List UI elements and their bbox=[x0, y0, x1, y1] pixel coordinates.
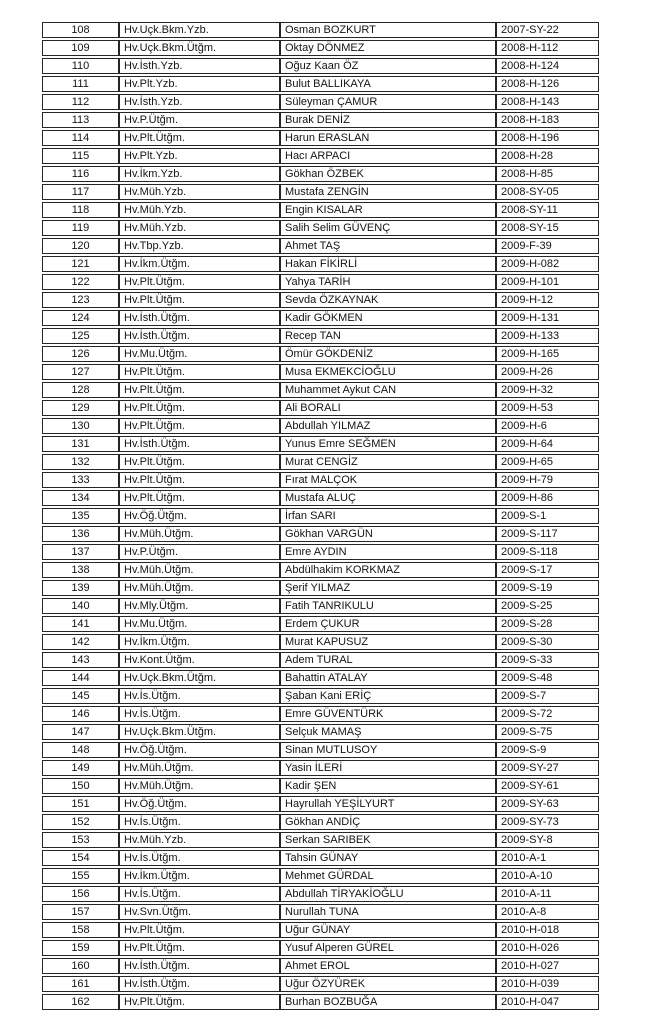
row-number-cell: 130 bbox=[42, 418, 119, 434]
personnel-table-body bbox=[42, 22, 599, 1010]
rank-cell: Hv.Uçk.Bkm.Yzb. bbox=[119, 22, 280, 38]
table-row bbox=[42, 148, 599, 164]
name-cell: Yasin İLERİ bbox=[280, 760, 496, 776]
row-number-cell: 118 bbox=[42, 202, 119, 218]
registry-code-cell: 2009-H-53 bbox=[496, 400, 599, 416]
rank-cell: Hv.İkm.Ütğm. bbox=[119, 634, 280, 650]
table-row bbox=[42, 166, 599, 182]
rank-cell: Hv.Plt.Ütğm. bbox=[119, 364, 280, 380]
name-cell: Ahmet EROL bbox=[280, 958, 496, 974]
registry-code-cell: 2009-S-25 bbox=[496, 598, 599, 614]
registry-code-cell: 2009-H-79 bbox=[496, 472, 599, 488]
table-row bbox=[42, 346, 599, 362]
registry-code-cell: 2010-H-027 bbox=[496, 958, 599, 974]
row-number-cell: 134 bbox=[42, 490, 119, 506]
table-row bbox=[42, 706, 599, 722]
registry-code-cell: 2010-A-1 bbox=[496, 850, 599, 866]
row-number-cell: 111 bbox=[42, 76, 119, 92]
table-row bbox=[42, 526, 599, 542]
rank-cell: Hv.Müh.Ütğm. bbox=[119, 562, 280, 578]
registry-code-cell: 2010-H-039 bbox=[496, 976, 599, 992]
table-row bbox=[42, 598, 599, 614]
table-row bbox=[42, 580, 599, 596]
registry-code-cell: 2009-SY-27 bbox=[496, 760, 599, 776]
rank-cell: Hv.Plt.Ütğm. bbox=[119, 490, 280, 506]
registry-code-cell: 2009-F-39 bbox=[496, 238, 599, 254]
rank-cell: Hv.Plt.Ütğm. bbox=[119, 994, 280, 1010]
registry-code-cell: 2009-S-72 bbox=[496, 706, 599, 722]
registry-code-cell: 2009-H-101 bbox=[496, 274, 599, 290]
table-row bbox=[42, 22, 599, 38]
rank-cell: Hv.Öğ.Ütğm. bbox=[119, 796, 280, 812]
name-cell: Selçuk MAMAŞ bbox=[280, 724, 496, 740]
registry-code-cell: 2010-H-018 bbox=[496, 922, 599, 938]
row-number-cell: 148 bbox=[42, 742, 119, 758]
rank-cell: Hv.İsth.Yzb. bbox=[119, 58, 280, 74]
row-number-cell: 115 bbox=[42, 148, 119, 164]
row-number-cell: 114 bbox=[42, 130, 119, 146]
registry-code-cell: 2008-H-112 bbox=[496, 40, 599, 56]
table-row bbox=[42, 796, 599, 812]
table-row bbox=[42, 616, 599, 632]
name-cell: Hacı ARPACI bbox=[280, 148, 496, 164]
table-row bbox=[42, 328, 599, 344]
name-cell: Gökhan ÖZBEK bbox=[280, 166, 496, 182]
registry-code-cell: 2007-SY-22 bbox=[496, 22, 599, 38]
row-number-cell: 123 bbox=[42, 292, 119, 308]
registry-code-cell: 2009-S-118 bbox=[496, 544, 599, 560]
registry-code-cell: 2009-H-26 bbox=[496, 364, 599, 380]
name-cell: Mehmet GÜRDAL bbox=[280, 868, 496, 884]
table-row bbox=[42, 130, 599, 146]
registry-code-cell: 2009-S-7 bbox=[496, 688, 599, 704]
row-number-cell: 152 bbox=[42, 814, 119, 830]
name-cell: Osman BOZKURT bbox=[280, 22, 496, 38]
name-cell: Recep TAN bbox=[280, 328, 496, 344]
name-cell: Hakan FİKİRLİ bbox=[280, 256, 496, 272]
table-row bbox=[42, 850, 599, 866]
name-cell: Engin KISALAR bbox=[280, 202, 496, 218]
row-number-cell: 142 bbox=[42, 634, 119, 650]
rank-cell: Hv.Uçk.Bkm.Ütğm. bbox=[119, 40, 280, 56]
table-row bbox=[42, 382, 599, 398]
name-cell: Nurullah TUNA bbox=[280, 904, 496, 920]
row-number-cell: 146 bbox=[42, 706, 119, 722]
table-row bbox=[42, 472, 599, 488]
rank-cell: Hv.Öğ.Ütğm. bbox=[119, 742, 280, 758]
registry-code-cell: 2009-S-19 bbox=[496, 580, 599, 596]
name-cell: Murat KAPUSUZ bbox=[280, 634, 496, 650]
name-cell: Erdem ÇUKUR bbox=[280, 616, 496, 632]
table-row bbox=[42, 670, 599, 686]
name-cell: Uğur ÖZYÜREK bbox=[280, 976, 496, 992]
name-cell: Ömür GÖKDENİZ bbox=[280, 346, 496, 362]
row-number-cell: 133 bbox=[42, 472, 119, 488]
table-row bbox=[42, 40, 599, 56]
row-number-cell: 125 bbox=[42, 328, 119, 344]
name-cell: Kadir GÖKMEN bbox=[280, 310, 496, 326]
rank-cell: Hv.Öğ.Ütğm. bbox=[119, 508, 280, 524]
rank-cell: Hv.Kont.Ütğm. bbox=[119, 652, 280, 668]
registry-code-cell: 2008-H-126 bbox=[496, 76, 599, 92]
row-number-cell: 113 bbox=[42, 112, 119, 128]
name-cell: Şerif YILMAZ bbox=[280, 580, 496, 596]
registry-code-cell: 2008-SY-05 bbox=[496, 184, 599, 200]
registry-code-cell: 2009-S-1 bbox=[496, 508, 599, 524]
registry-code-cell: 2009-H-165 bbox=[496, 346, 599, 362]
name-cell: Uğur GÜNAY bbox=[280, 922, 496, 938]
table-row bbox=[42, 544, 599, 560]
rank-cell: Hv.İs.Ütğm. bbox=[119, 688, 280, 704]
rank-cell: Hv.İsth.Yzb. bbox=[119, 94, 280, 110]
rank-cell: Hv.İsth.Ütğm. bbox=[119, 976, 280, 992]
rank-cell: Hv.Plt.Ütğm. bbox=[119, 472, 280, 488]
rank-cell: Hv.Tbp.Yzb. bbox=[119, 238, 280, 254]
table-row bbox=[42, 688, 599, 704]
table-row bbox=[42, 778, 599, 794]
registry-code-cell: 2009-SY-61 bbox=[496, 778, 599, 794]
row-number-cell: 160 bbox=[42, 958, 119, 974]
registry-code-cell: 2009-S-30 bbox=[496, 634, 599, 650]
rank-cell: Hv.Svn.Ütğm. bbox=[119, 904, 280, 920]
row-number-cell: 124 bbox=[42, 310, 119, 326]
name-cell: Yunus Emre SEĞMEN bbox=[280, 436, 496, 452]
rank-cell: Hv.Müh.Ütğm. bbox=[119, 580, 280, 596]
registry-code-cell: 2008-SY-15 bbox=[496, 220, 599, 236]
table-row bbox=[42, 508, 599, 524]
row-number-cell: 128 bbox=[42, 382, 119, 398]
row-number-cell: 157 bbox=[42, 904, 119, 920]
rank-cell: Hv.İs.Ütğm. bbox=[119, 850, 280, 866]
row-number-cell: 158 bbox=[42, 922, 119, 938]
rank-cell: Hv.İkm.Ütğm. bbox=[119, 868, 280, 884]
row-number-cell: 135 bbox=[42, 508, 119, 524]
name-cell: Burhan BOZBUĞA bbox=[280, 994, 496, 1010]
table-row bbox=[42, 400, 599, 416]
name-cell: Gökhan ANDİÇ bbox=[280, 814, 496, 830]
registry-code-cell: 2009-S-33 bbox=[496, 652, 599, 668]
name-cell: Yusuf Alperen GÜREL bbox=[280, 940, 496, 956]
name-cell: Fırat MALÇOK bbox=[280, 472, 496, 488]
name-cell: Oğuz Kaan ÖZ bbox=[280, 58, 496, 74]
rank-cell: Hv.Plt.Ütğm. bbox=[119, 130, 280, 146]
rank-cell: Hv.Uçk.Bkm.Ütğm. bbox=[119, 670, 280, 686]
table-row bbox=[42, 634, 599, 650]
table-row bbox=[42, 58, 599, 74]
rank-cell: Hv.Plt.Ütğm. bbox=[119, 274, 280, 290]
row-number-cell: 161 bbox=[42, 976, 119, 992]
table-row bbox=[42, 310, 599, 326]
rank-cell: Hv.Müh.Ütğm. bbox=[119, 778, 280, 794]
registry-code-cell: 2008-H-196 bbox=[496, 130, 599, 146]
registry-code-cell: 2009-SY-63 bbox=[496, 796, 599, 812]
row-number-cell: 156 bbox=[42, 886, 119, 902]
registry-code-cell: 2009-H-082 bbox=[496, 256, 599, 272]
row-number-cell: 138 bbox=[42, 562, 119, 578]
row-number-cell: 139 bbox=[42, 580, 119, 596]
table-row bbox=[42, 76, 599, 92]
table-row bbox=[42, 814, 599, 830]
row-number-cell: 144 bbox=[42, 670, 119, 686]
row-number-cell: 136 bbox=[42, 526, 119, 542]
table-row bbox=[42, 742, 599, 758]
name-cell: Serkan SARIBEK bbox=[280, 832, 496, 848]
name-cell: Sinan MUTLUSOY bbox=[280, 742, 496, 758]
table-row bbox=[42, 886, 599, 902]
row-number-cell: 162 bbox=[42, 994, 119, 1010]
name-cell: Abdullah YILMAZ bbox=[280, 418, 496, 434]
table-row bbox=[42, 922, 599, 938]
table-row bbox=[42, 724, 599, 740]
table-row bbox=[42, 490, 599, 506]
registry-code-cell: 2010-A-8 bbox=[496, 904, 599, 920]
rank-cell: Hv.Plt.Ütğm. bbox=[119, 382, 280, 398]
row-number-cell: 129 bbox=[42, 400, 119, 416]
name-cell: Kadir ŞEN bbox=[280, 778, 496, 794]
registry-code-cell: 2009-SY-73 bbox=[496, 814, 599, 830]
row-number-cell: 132 bbox=[42, 454, 119, 470]
registry-code-cell: 2009-H-6 bbox=[496, 418, 599, 434]
row-number-cell: 140 bbox=[42, 598, 119, 614]
registry-code-cell: 2009-S-17 bbox=[496, 562, 599, 578]
row-number-cell: 143 bbox=[42, 652, 119, 668]
table-row bbox=[42, 652, 599, 668]
name-cell: Süleyman ÇAMUR bbox=[280, 94, 496, 110]
row-number-cell: 122 bbox=[42, 274, 119, 290]
name-cell: Emre GÜVENTÜRK bbox=[280, 706, 496, 722]
name-cell: Ali BORALI bbox=[280, 400, 496, 416]
registry-code-cell: 2009-H-131 bbox=[496, 310, 599, 326]
rank-cell: Hv.Plt.Ütğm. bbox=[119, 292, 280, 308]
rank-cell: Hv.Mly.Ütğm. bbox=[119, 598, 280, 614]
name-cell: Mustafa ZENGİN bbox=[280, 184, 496, 200]
row-number-cell: 131 bbox=[42, 436, 119, 452]
rank-cell: Hv.Müh.Ütğm. bbox=[119, 760, 280, 776]
registry-code-cell: 2009-S-28 bbox=[496, 616, 599, 632]
rank-cell: Hv.Uçk.Bkm.Ütğm. bbox=[119, 724, 280, 740]
registry-code-cell: 2010-H-026 bbox=[496, 940, 599, 956]
row-number-cell: 108 bbox=[42, 22, 119, 38]
rank-cell: Hv.İs.Ütğm. bbox=[119, 706, 280, 722]
registry-code-cell: 2009-H-86 bbox=[496, 490, 599, 506]
rank-cell: Hv.Plt.Yzb. bbox=[119, 76, 280, 92]
row-number-cell: 109 bbox=[42, 40, 119, 56]
row-number-cell: 120 bbox=[42, 238, 119, 254]
table-row bbox=[42, 904, 599, 920]
row-number-cell: 112 bbox=[42, 94, 119, 110]
registry-code-cell: 2009-H-32 bbox=[496, 382, 599, 398]
row-number-cell: 127 bbox=[42, 364, 119, 380]
table-row bbox=[42, 436, 599, 452]
table-row bbox=[42, 418, 599, 434]
row-number-cell: 116 bbox=[42, 166, 119, 182]
row-number-cell: 159 bbox=[42, 940, 119, 956]
row-number-cell: 153 bbox=[42, 832, 119, 848]
table-row bbox=[42, 364, 599, 380]
table-row bbox=[42, 274, 599, 290]
table-row bbox=[42, 256, 599, 272]
table-row bbox=[42, 958, 599, 974]
rank-cell: Hv.Plt.Ütğm. bbox=[119, 454, 280, 470]
rank-cell: Hv.Plt.Ütğm. bbox=[119, 940, 280, 956]
rank-cell: Hv.Müh.Yzb. bbox=[119, 202, 280, 218]
row-number-cell: 110 bbox=[42, 58, 119, 74]
rank-cell: Hv.İkm.Yzb. bbox=[119, 166, 280, 182]
name-cell: Bulut BALLIKAYA bbox=[280, 76, 496, 92]
table-row bbox=[42, 292, 599, 308]
registry-code-cell: 2008-H-85 bbox=[496, 166, 599, 182]
rank-cell: Hv.Mu.Ütğm. bbox=[119, 346, 280, 362]
row-number-cell: 147 bbox=[42, 724, 119, 740]
name-cell: Burak DENİZ bbox=[280, 112, 496, 128]
row-number-cell: 126 bbox=[42, 346, 119, 362]
rank-cell: Hv.Plt.Ütğm. bbox=[119, 418, 280, 434]
table-row bbox=[42, 976, 599, 992]
name-cell: Adem TURAL bbox=[280, 652, 496, 668]
rank-cell: Hv.Müh.Ütğm. bbox=[119, 526, 280, 542]
registry-code-cell: 2009-SY-8 bbox=[496, 832, 599, 848]
registry-code-cell: 2008-SY-11 bbox=[496, 202, 599, 218]
registry-code-cell: 2008-H-143 bbox=[496, 94, 599, 110]
rank-cell: Hv.Plt.Ütğm. bbox=[119, 400, 280, 416]
registry-code-cell: 2009-S-48 bbox=[496, 670, 599, 686]
rank-cell: Hv.İsth.Ütğm. bbox=[119, 328, 280, 344]
table-row bbox=[42, 868, 599, 884]
table-row bbox=[42, 454, 599, 470]
table-row bbox=[42, 994, 599, 1010]
name-cell: Abdülhakim KORKMAZ bbox=[280, 562, 496, 578]
registry-code-cell: 2009-H-12 bbox=[496, 292, 599, 308]
table-row bbox=[42, 832, 599, 848]
table-row bbox=[42, 94, 599, 110]
row-number-cell: 149 bbox=[42, 760, 119, 776]
rank-cell: Hv.Müh.Yzb. bbox=[119, 220, 280, 236]
registry-code-cell: 2008-H-124 bbox=[496, 58, 599, 74]
row-number-cell: 117 bbox=[42, 184, 119, 200]
rank-cell: Hv.Müh.Yzb. bbox=[119, 832, 280, 848]
name-cell: Gökhan VARGÜN bbox=[280, 526, 496, 542]
name-cell: Abdullah TİRYAKİOĞLU bbox=[280, 886, 496, 902]
name-cell: Mustafa ALUÇ bbox=[280, 490, 496, 506]
row-number-cell: 150 bbox=[42, 778, 119, 794]
table-row bbox=[42, 202, 599, 218]
row-number-cell: 151 bbox=[42, 796, 119, 812]
rank-cell: Hv.Mu.Ütğm. bbox=[119, 616, 280, 632]
name-cell: Yahya TARİH bbox=[280, 274, 496, 290]
personnel-table bbox=[42, 20, 599, 1012]
rank-cell: Hv.İsth.Ütğm. bbox=[119, 310, 280, 326]
rank-cell: Hv.P.Ütğm. bbox=[119, 112, 280, 128]
name-cell: Sevda ÖZKAYNAK bbox=[280, 292, 496, 308]
table-row bbox=[42, 184, 599, 200]
registry-code-cell: 2009-S-117 bbox=[496, 526, 599, 542]
row-number-cell: 119 bbox=[42, 220, 119, 236]
name-cell: İrfan SARI bbox=[280, 508, 496, 524]
rank-cell: Hv.İs.Ütğm. bbox=[119, 886, 280, 902]
registry-code-cell: 2009-H-64 bbox=[496, 436, 599, 452]
registry-code-cell: 2009-H-133 bbox=[496, 328, 599, 344]
registry-code-cell: 2010-A-10 bbox=[496, 868, 599, 884]
rank-cell: Hv.Müh.Yzb. bbox=[119, 184, 280, 200]
registry-code-cell: 2009-S-75 bbox=[496, 724, 599, 740]
row-number-cell: 145 bbox=[42, 688, 119, 704]
table-row bbox=[42, 940, 599, 956]
rank-cell: Hv.İkm.Ütğm. bbox=[119, 256, 280, 272]
rank-cell: Hv.Plt.Ütğm. bbox=[119, 922, 280, 938]
row-number-cell: 155 bbox=[42, 868, 119, 884]
table-row bbox=[42, 760, 599, 776]
name-cell: Emre AYDIN bbox=[280, 544, 496, 560]
row-number-cell: 154 bbox=[42, 850, 119, 866]
rank-cell: Hv.İsth.Ütğm. bbox=[119, 958, 280, 974]
name-cell: Harun ERASLAN bbox=[280, 130, 496, 146]
rank-cell: Hv.İsth.Ütğm. bbox=[119, 436, 280, 452]
row-number-cell: 121 bbox=[42, 256, 119, 272]
table-row bbox=[42, 112, 599, 128]
registry-code-cell: 2009-S-9 bbox=[496, 742, 599, 758]
name-cell: Bahattin ATALAY bbox=[280, 670, 496, 686]
table-row bbox=[42, 238, 599, 254]
rank-cell: Hv.P.Ütğm. bbox=[119, 544, 280, 560]
name-cell: Murat CENGİZ bbox=[280, 454, 496, 470]
name-cell: Ahmet TAŞ bbox=[280, 238, 496, 254]
rank-cell: Hv.Plt.Yzb. bbox=[119, 148, 280, 164]
rank-cell: Hv.İs.Ütğm. bbox=[119, 814, 280, 830]
row-number-cell: 141 bbox=[42, 616, 119, 632]
name-cell: Fatih TANRIKULU bbox=[280, 598, 496, 614]
name-cell: Muhammet Aykut CAN bbox=[280, 382, 496, 398]
row-number-cell: 137 bbox=[42, 544, 119, 560]
name-cell: Şaban Kani ERİÇ bbox=[280, 688, 496, 704]
name-cell: Salih Selim GÜVENÇ bbox=[280, 220, 496, 236]
name-cell: Musa EKMEKCİOĞLU bbox=[280, 364, 496, 380]
table-row bbox=[42, 220, 599, 236]
name-cell: Tahsin GÜNAY bbox=[280, 850, 496, 866]
registry-code-cell: 2010-A-11 bbox=[496, 886, 599, 902]
registry-code-cell: 2010-H-047 bbox=[496, 994, 599, 1010]
registry-code-cell: 2009-H-65 bbox=[496, 454, 599, 470]
name-cell: Hayrullah YEŞİLYURT bbox=[280, 796, 496, 812]
registry-code-cell: 2008-H-183 bbox=[496, 112, 599, 128]
table-row bbox=[42, 562, 599, 578]
registry-code-cell: 2008-H-28 bbox=[496, 148, 599, 164]
name-cell: Oktay DÖNMEZ bbox=[280, 40, 496, 56]
